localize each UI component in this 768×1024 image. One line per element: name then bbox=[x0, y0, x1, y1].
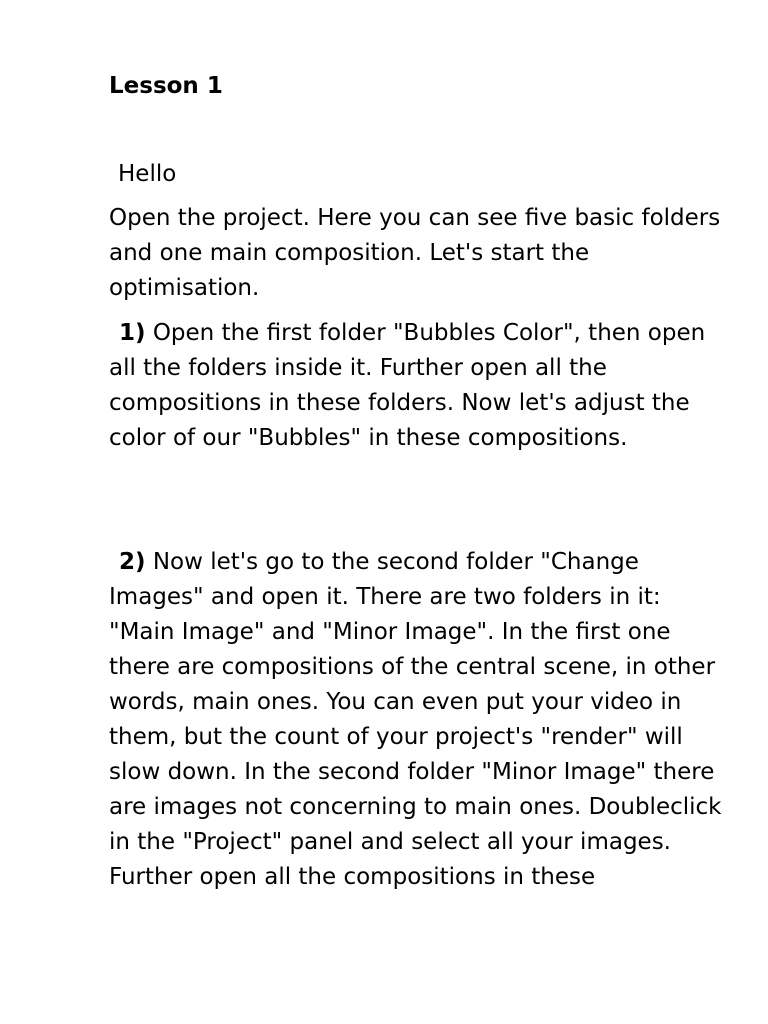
intro-paragraph: Open the project. Here you can see five basic folders and one main composition. Let's start the optimisation. bbox=[109, 205, 721, 301]
step-2-number: 2) bbox=[119, 549, 146, 575]
step-1-number: 1) bbox=[119, 320, 146, 346]
step-2-text: Now let's go to the second folder "Change Images" and open it. There are two folders in it: "Main Image" and "Minor Image". In the first one there are compositions of the central scene, in other words, main ones. You can even put your video in them, but the count of your project's "render" will slow down. In the second folder "Minor Image" there are images not concerning to main ones. Doubleclick in the "Project" panel and select all your images. Further open all the compositions in these bbox=[109, 549, 722, 890]
lesson-title: Lesson 1 bbox=[109, 73, 223, 99]
step-1-paragraph bbox=[109, 316, 724, 456]
step-2-paragraph bbox=[109, 545, 724, 895]
step-1-text: Open the first folder "Bubbles Color", then open all the folders inside it. Further open all the compositions in these folders. Now let's adjust the color of our "Bubbles" in these compositions. bbox=[109, 320, 706, 451]
greeting-text: Hello bbox=[118, 161, 177, 187]
